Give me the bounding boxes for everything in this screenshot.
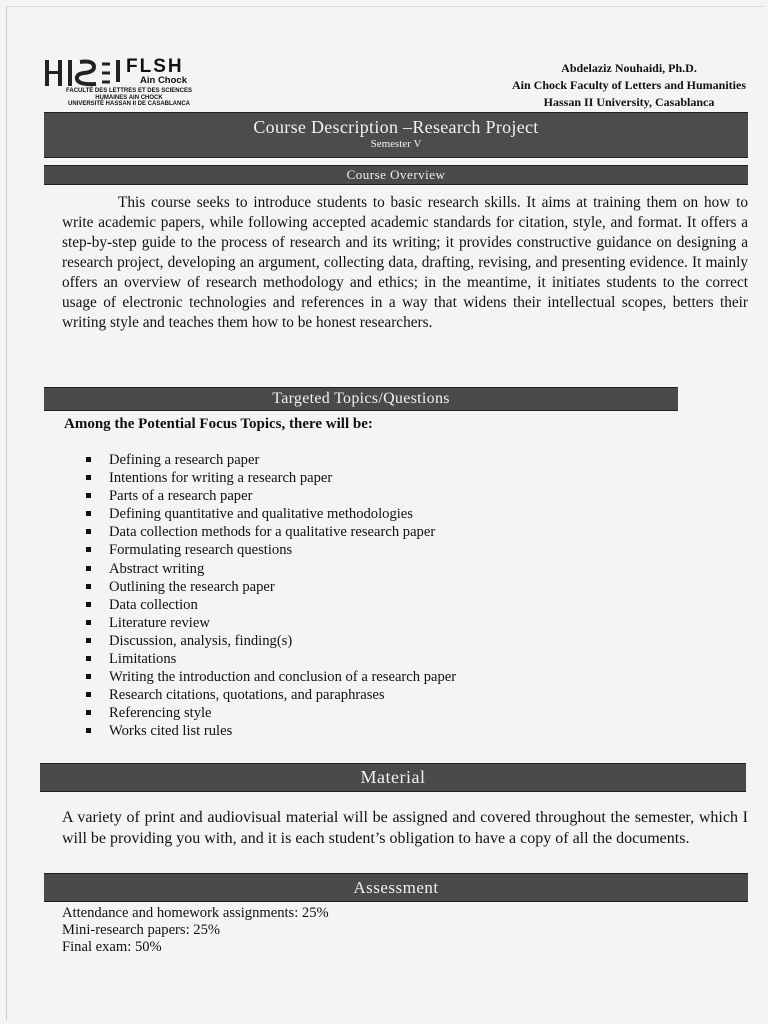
list-item-text: Literature review	[109, 614, 210, 631]
list-item-text: Writing the introduction and conclusion of a research paper	[109, 669, 457, 686]
list-item-text: Parts of a research paper	[109, 488, 253, 505]
list-item-text: Defining quantitative and qualitative methodologies	[109, 506, 413, 523]
assessment-item: Final exam: 50%	[62, 939, 162, 955]
list-item	[86, 650, 456, 668]
bullet-icon	[86, 674, 91, 679]
list-item-text: Referencing style	[109, 705, 212, 722]
bullet-icon	[86, 511, 91, 516]
assessment-item: Attendance and homework assignments: 25%	[62, 905, 329, 921]
list-item-text: Discussion, analysis, finding(s)	[109, 632, 293, 649]
logo-line: HUMAINES AIN CHOCK	[95, 94, 163, 101]
semester-label: Semester V	[370, 138, 422, 150]
course-title-banner	[44, 112, 748, 158]
author-block	[512, 60, 746, 111]
bullet-icon	[86, 493, 91, 498]
bullet-icon	[86, 602, 91, 607]
bullet-icon	[86, 547, 91, 552]
list-item-text: Intentions for writing a research paper	[109, 470, 333, 487]
list-item	[86, 541, 456, 559]
logo-line: UNIVERSITÉ HASSAN II DE CASABLANCA	[67, 101, 190, 108]
list-item-text: Data collection	[109, 596, 198, 613]
list-item	[86, 505, 456, 523]
list-item-text: Defining a research paper	[109, 452, 260, 468]
bullet-icon	[86, 457, 91, 462]
logo-line: FACULTÉ DES LETTRES ET DES SCIENCES	[66, 88, 192, 94]
logo-subtitle: Ain Chock	[140, 75, 187, 86]
logo-divider	[116, 60, 120, 82]
bullet-icon	[86, 566, 91, 571]
section-heading-overview: Course Overview	[44, 165, 748, 185]
bullet-icon	[86, 638, 91, 643]
list-item	[86, 596, 456, 614]
list-item-text: Data collection methods for a qualitative research paper	[109, 524, 436, 541]
list-item	[86, 704, 456, 722]
bullet-icon	[86, 728, 91, 733]
author-name: Abdelaziz Nouhaidi, Ph.D.	[561, 61, 697, 75]
page-title: Course Description –Research Project	[253, 117, 539, 137]
logo-name: FLSH	[126, 56, 184, 77]
topics-list	[86, 451, 456, 741]
list-item-text: Research citations, quotations, and paraphrases	[109, 687, 385, 704]
assessment-item: Mini-research papers: 25%	[62, 922, 221, 938]
flsh-emblem-icon	[44, 58, 116, 88]
overview-paragraph: This course seeks to introduce students to basic research skills. It aims at training them on how to write academic papers, while following accepted academic standards for citation, style, and format. It offers a step-by-step guide to the process of research and its writing; it provides constructive guidance on designing a research project, developing an argument, collecting data, drafting, revising, and presenting evidence. It mainly offers an overview of research methodology and ethics; in the meantime, it initiates students to the correct usage of electronic technologies and references in a way that widens their intellectual scopes, betters their writing style and teaches them how to be honest researchers.	[62, 194, 748, 331]
list-item	[86, 469, 456, 487]
author-university: Hassan II University, Casablanca	[543, 95, 715, 109]
section-heading-assessment: Assessment	[44, 873, 748, 902]
list-item	[86, 668, 456, 686]
list-item-text: Outlining the research paper	[109, 578, 275, 595]
list-item-text: Formulating research questions	[109, 542, 293, 559]
bullet-icon	[86, 710, 91, 715]
bullet-icon	[86, 692, 91, 697]
section-heading-topics: Targeted Topics/Questions	[44, 387, 678, 411]
bullet-icon	[86, 656, 91, 661]
list-item-text: Limitations	[109, 651, 177, 668]
bullet-icon	[86, 475, 91, 480]
list-item-text: Abstract writing	[109, 560, 205, 577]
list-item-text: Works cited list rules	[109, 723, 233, 740]
list-item	[86, 632, 456, 650]
faculty-logo	[44, 56, 214, 112]
logo-text-lines	[44, 88, 214, 108]
author-faculty: Ain Chock Faculty of Letters and Humanities	[512, 78, 746, 92]
list-item	[86, 487, 456, 505]
list-item	[86, 451, 456, 469]
section-heading-material: Material	[40, 763, 746, 792]
list-item	[86, 578, 456, 596]
bullet-icon	[86, 620, 91, 625]
list-item	[86, 560, 456, 578]
list-item	[86, 523, 456, 541]
list-item	[86, 614, 456, 632]
list-item	[86, 722, 456, 740]
list-item	[86, 686, 456, 704]
bullet-icon	[86, 529, 91, 534]
assessment-list	[62, 905, 329, 956]
bullet-icon	[86, 584, 91, 589]
material-paragraph: A variety of print and audiovisual material will be assigned and covered throughout the semester, which I will be providing you with, and it is each student’s obligation to have a copy of all the documents.	[62, 809, 748, 847]
topics-intro: Among the Potential Focus Topics, there will be:	[64, 416, 373, 432]
